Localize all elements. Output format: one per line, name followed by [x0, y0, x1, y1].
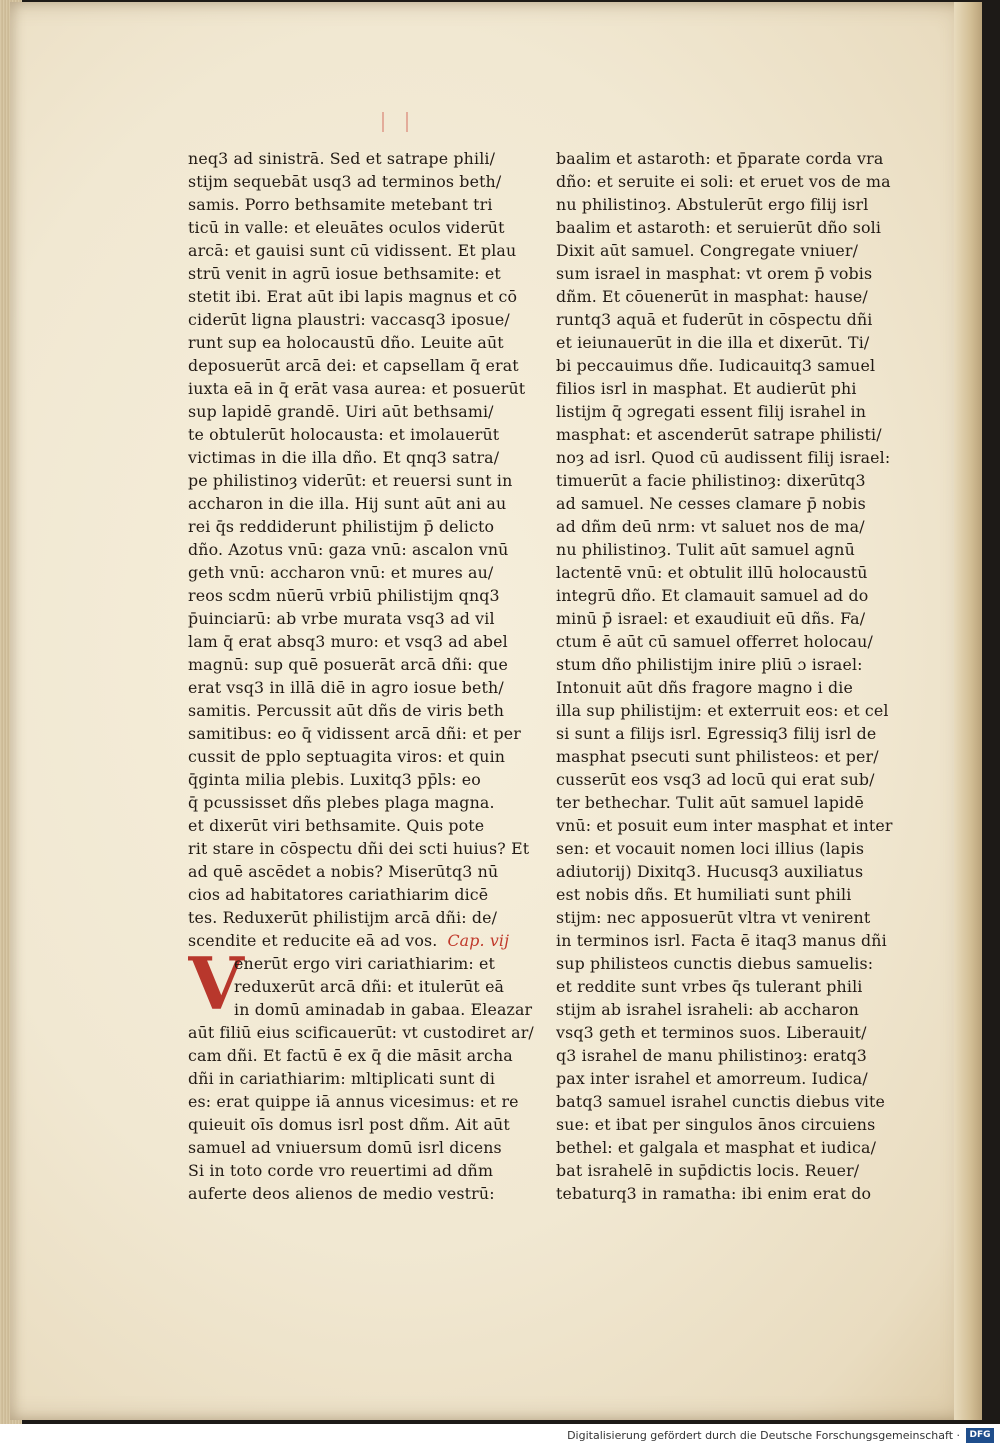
text-line: pax inter israhel et amorreum. Iudica/	[556, 1069, 868, 1088]
text-line: est nobis dñs. Et humiliati sunt phili	[556, 885, 852, 904]
text-line: et ieiunauerūt in die illa et dixerūt. Ti/	[556, 333, 870, 352]
text-line: et dixerūt viri bethsamite. Quis pote	[188, 816, 485, 835]
text-line: dñi in cariathiarim: mltiplicati sunt di	[188, 1069, 496, 1088]
faded-rubric-mark	[382, 112, 408, 132]
text-line: auferte deos alienos de medio vestrū:	[188, 1184, 495, 1203]
text-line: te obtulerūt holocausta: et imolauerūt	[188, 425, 500, 444]
footer-bar	[0, 1424, 1000, 1448]
chapter-label: Cap. vij	[447, 931, 510, 950]
text-line: bat israhelē in sup̄dictis locis. Reuer/	[556, 1161, 860, 1180]
text-line: geth vnū: accharon vnū: et mures au/	[188, 563, 494, 582]
right-column-lines	[556, 147, 901, 1205]
text-line: filios isrl in masphat. Et audierūt phi	[556, 379, 857, 398]
text-line: nu philistinoȝ. Abstulerūt ergo filij isrl	[556, 195, 869, 214]
text-line: samitis. Percussit aūt dñs de viris beth	[188, 701, 505, 720]
text-line: cussit de pplo septuagita viros: et quin	[188, 747, 506, 766]
text-line: deposuerūt arcā dei: et capsellam q̄ erat	[188, 356, 519, 375]
text-line: dño: et seruite ei soli: et eruet vos de ma	[556, 172, 891, 191]
chapter-line-text: scendite et reducite eā ad vos.	[188, 931, 438, 950]
text-line: samitibus: eo q̄ vidissent arcā dñi: et per	[188, 724, 521, 743]
text-line: stetit ibi. Erat aūt ibi lapis magnus et cō	[188, 287, 518, 306]
page-gutter	[954, 2, 982, 1420]
text-line: Si in toto corde vro reuertimi ad dñm	[188, 1161, 494, 1180]
text-line: magnū: sup quē posuerāt arcā dñi: que	[188, 655, 508, 674]
text-line: in domū aminadab in gabaa. Eleazar	[234, 1000, 533, 1019]
text-line: runt sup ea holocaustū dño. Leuite aūt	[188, 333, 504, 352]
text-line: accharon in die illa. Hij sunt aūt ani au	[188, 494, 507, 513]
text-line: adiutorij) Dixitq3. Hucusq3 auxiliatus	[556, 862, 864, 881]
text-line: iuxta eā in q̄ erāt vasa aurea: et posuerūt	[188, 379, 526, 398]
text-line: Dixit aūt samuel. Congregate vniuer/	[556, 241, 859, 260]
text-line: cios ad habitatores cariathiarim dicē	[188, 885, 489, 904]
text-line: reos scdm nūerū vrbiū philistijm qnq3	[188, 586, 500, 605]
text-line: ter bethechar. Tulit aūt samuel lapidē	[556, 793, 864, 812]
text-line: integrū dño. Et clamauit samuel ad do	[556, 586, 869, 605]
text-line: listijm q̄ ɔgregati essent filij israhel in	[556, 402, 867, 421]
text-line: lam q̄ erat absq3 muro: et vsq3 ad abel	[188, 632, 508, 651]
text-line: sue: et ibat per singulos ānos circuiens	[556, 1115, 876, 1134]
text-line: reduxerūt arcā dñi: et itulerūt eā	[234, 977, 505, 996]
text-line: strū venit in agrū iosue bethsamite: et	[188, 264, 501, 283]
text-line: stijm: nec apposuerūt vltra vt venirent	[556, 908, 871, 927]
initial-letter: V	[188, 952, 245, 1021]
footer-credit: Digitalisierung gefördert durch die Deutsche Forschungsgemeinschaft ·	[567, 1429, 960, 1442]
text-line: masphat psecuti sunt philisteos: et per/	[556, 747, 879, 766]
text-line: sum israel in masphat: vt orem p̄ vobis	[556, 264, 873, 283]
text-line: bi peccauimus dñe. Iudicauitq3 samuel	[556, 356, 876, 375]
text-line: lactentē vnū: et obtulit illū holocaustū	[556, 563, 868, 582]
text-line: stijm sequebāt usq3 ad terminos beth/	[188, 172, 502, 191]
chapter-line	[188, 929, 538, 952]
text-line: batq3 samuel israhel cunctis diebus vite	[556, 1092, 886, 1111]
text-line: ticū in valle: et eleuātes oculos viderūt	[188, 218, 505, 237]
text-line: quieuit oīs domus isrl post dñm. Ait aūt	[188, 1115, 510, 1134]
text-line: enerūt ergo viri cariathiarim: et	[234, 954, 495, 973]
text-line: dño. Azotus vnū: gaza vnū: ascalon vnū	[188, 540, 509, 559]
text-line: bethel: et galgala et masphat et iudica/	[556, 1138, 877, 1157]
text-line: ad samuel. Ne cesses clamare p̄ nobis	[556, 494, 866, 513]
text-line: et reddite sunt vrbes q̄s tulerant phili	[556, 977, 863, 996]
text-line: illa sup philistijm: et exterruit eos: et cel	[556, 701, 889, 720]
text-line: samis. Porro bethsamite metebant tri	[188, 195, 493, 214]
text-line: aūt filiū eius scificauerūt: vt custodiret ar/	[188, 1023, 534, 1042]
initial-lines	[188, 952, 538, 1021]
text-line: vnū: et posuit eum inter masphat et inter	[556, 816, 893, 835]
left-column-top-lines	[188, 147, 538, 929]
text-line: ciderūt ligna plaustri: vaccasq3 iposue/	[188, 310, 510, 329]
dfg-logo-icon: DFG	[966, 1428, 994, 1443]
text-line: q̄ginta milia plebis. Luxitq3 pp̄ls: eo	[188, 770, 481, 789]
text-line: nu philistinoȝ. Tulit aūt samuel agnū	[556, 540, 855, 559]
text-line: sup lapidē grandē. Uiri aūt bethsami/	[188, 402, 494, 421]
text-line: baalim et astaroth: et seruierūt dño soli	[556, 218, 882, 237]
text-line: erat vsq3 in illā diē in agro iosue beth/	[188, 678, 504, 697]
text-line: dñm. Et cōuenerūt in masphat: hause/	[556, 287, 868, 306]
text-line: ctum ē aūt cū samuel offerret holocau/	[556, 632, 873, 651]
text-line: minū p̄ israel: et exaudiuit eū dñs. Fa/	[556, 609, 866, 628]
text-line: stijm ab israhel israheli: ab accharon	[556, 1000, 859, 1019]
text-line: p̄uinciarū: ab vrbe murata vsq3 ad vil	[188, 609, 495, 628]
chapter-initial-block	[188, 952, 538, 1021]
text-line: sen: et vocauit nomen loci illius (lapis	[556, 839, 865, 858]
text-line: rit stare in cōspectu dñi dei scti huius? Et	[188, 839, 530, 858]
text-line: tes. Reduxerūt philistijm arcā dñi: de/	[188, 908, 498, 927]
text-line: runtq3 aquā et fuderūt in cōspectu dñi	[556, 310, 873, 329]
text-line: samuel ad vniuersum domū isrl dicens	[188, 1138, 502, 1157]
text-line: es: erat quippe iā annus vicesimus: et re	[188, 1092, 519, 1111]
text-line: ad dñm deū nrm: vt saluet nos de ma/	[556, 517, 865, 536]
left-text-column	[188, 147, 538, 1205]
text-line: noȝ ad isrl. Quod cū audissent filij israel:	[556, 448, 891, 467]
text-line: si sunt a filijs isrl. Egressiq3 filij isrl de	[556, 724, 877, 743]
text-line: sup philisteos cunctis diebus samuelis:	[556, 954, 874, 973]
right-text-column	[556, 147, 901, 1205]
text-line: timuerūt a facie philistinoȝ: dixerūtq3	[556, 471, 866, 490]
text-line: in terminos isrl. Facta ē itaq3 manus dñi	[556, 931, 887, 950]
text-line: tebaturq3 in ramatha: ibi enim erat do	[556, 1184, 872, 1203]
text-line: ad quē ascēdet a nobis? Miserūtq3 nū	[188, 862, 499, 881]
text-line: vsq3 geth et terminos suos. Liberauit/	[556, 1023, 867, 1042]
text-line: q3 israhel de manu philistinoȝ: eratq3	[556, 1046, 867, 1065]
text-line: arcā: et gauisi sunt cū vidissent. Et plau	[188, 241, 517, 260]
text-line: victimas in die illa dño. Et qnq3 satra/	[188, 448, 500, 467]
text-line: masphat: et ascenderūt satrape philisti/	[556, 425, 882, 444]
text-line: baalim et astaroth: et p̄parate corda vra	[556, 149, 884, 168]
left-column-bottom-lines	[188, 1021, 538, 1205]
text-line: neq3 ad sinistrā. Sed et satrape phili/	[188, 149, 496, 168]
text-line: Intonuit aūt dñs fragore magno i die	[556, 678, 853, 697]
text-line: pe philistinoȝ viderūt: et reuersi sunt in	[188, 471, 513, 490]
text-line: stum dño philistijm inire pliū ɔ israel:	[556, 655, 863, 674]
text-line: rei q̄s reddiderunt philistijm p̄ delicto	[188, 517, 495, 536]
text-line: cusserūt eos vsq3 ad locū qui erat sub/	[556, 770, 875, 789]
text-line: cam dñi. Et factū ē ex q̄ die māsit archa	[188, 1046, 513, 1065]
text-line: q̄ pcussisset dñs plebes plaga magna.	[188, 793, 495, 812]
